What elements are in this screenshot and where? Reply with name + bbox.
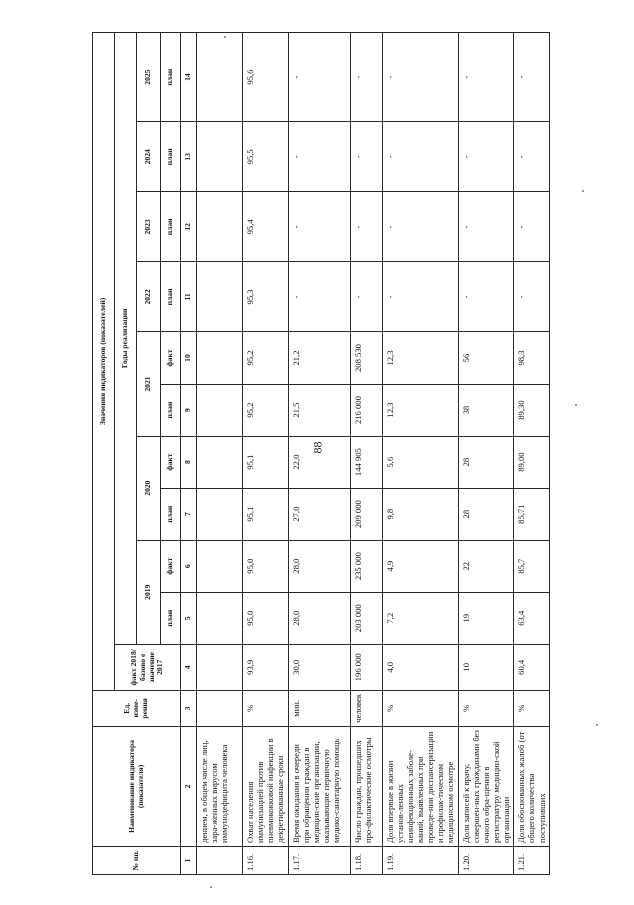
row-plan-2022: -: [288, 262, 350, 332]
row-plan-2022: -: [350, 262, 382, 332]
row-unit: мин.: [288, 690, 350, 726]
row-plan-2025: [197, 33, 243, 122]
column-index-cell: 4: [181, 644, 197, 690]
row-plan-2020: 9,8: [382, 488, 458, 540]
header-year-2024: 2024: [137, 122, 161, 192]
row-plan-2024: 95,5: [243, 122, 289, 192]
row-name: Доля обоснованных жалоб (от общего количества поступивших: [514, 726, 549, 846]
row-fact-2020: 89,00: [514, 436, 549, 488]
header-year-2022: 2022: [137, 262, 161, 332]
row-fact-2019: 4,9: [382, 540, 458, 592]
header-fact: факт: [161, 332, 181, 384]
row-plan-2023: -: [458, 192, 514, 262]
row-no: 1.18.: [350, 846, 382, 874]
row-name: Доля впервые в жизни установ-ленных неинфекционных заболе-ваний, выявленных при проведе-нии диспансеризации и профилак-тическом медицинском осмотре: [382, 726, 458, 846]
row-plan-2019: 63,4: [514, 592, 549, 644]
table-row: [514, 33, 549, 875]
row-fact-2020: 22,0: [288, 436, 350, 488]
row-plan-2024: -: [514, 122, 549, 192]
row-plan-2025: -: [350, 33, 382, 122]
row-plan-2024: -: [458, 122, 514, 192]
row-plan-2022: [197, 262, 243, 332]
row-plan-2019: 28,0: [288, 592, 350, 644]
row-base: 60,4: [514, 644, 549, 690]
header-year-2025: 2025: [137, 33, 161, 122]
column-index-cell: 13: [181, 122, 197, 192]
column-index-cell: 1: [181, 846, 197, 874]
row-no: 1.17.: [288, 846, 350, 874]
row-plan-2025: -: [382, 33, 458, 122]
header-fact: факт: [161, 436, 181, 488]
row-unit: человек: [350, 690, 382, 726]
header-indicator-values: Значения индикаторов (показателей): [93, 33, 115, 691]
row-fact-2021: 21,2: [288, 332, 350, 384]
row-plan-2019: [197, 592, 243, 644]
row-base: [197, 644, 243, 690]
column-index-cell: 8: [181, 436, 197, 488]
row-fact-2021: [197, 332, 243, 384]
row-plan-2023: [197, 192, 243, 262]
table-row: [382, 33, 458, 875]
indicators-table: [92, 32, 550, 875]
row-plan-2020: [197, 488, 243, 540]
row-name: Число граждан, прошедших про-филактические осмотры: [350, 726, 382, 846]
row-fact-2019: 22: [458, 540, 514, 592]
column-index-cell: 2: [181, 726, 197, 846]
row-base: 30,0: [288, 644, 350, 690]
row-no: 1.16.: [243, 846, 289, 874]
header-year-2020: 2020: [137, 436, 161, 540]
header-years-impl: Годы реализации: [115, 33, 137, 645]
row-plan-2024: -: [288, 122, 350, 192]
header-plan: план: [161, 122, 181, 192]
row-plan-2022: -: [514, 262, 549, 332]
header-unit: Ед. изме-рения: [93, 690, 181, 726]
row-no: 1.20.: [458, 846, 514, 874]
header-name: Наименование индикатора (показателя): [93, 726, 181, 846]
row-fact-2021: 56: [458, 332, 514, 384]
row-fact-2019: 235 000: [350, 540, 382, 592]
row-plan-2025: 95,6: [243, 33, 289, 122]
row-unit: %: [458, 690, 514, 726]
column-index-row: [181, 33, 197, 875]
row-plan-2023: -: [350, 192, 382, 262]
rotated-table-container: [92, 32, 547, 875]
row-name: Охват населения иммунизацией против пневмококковой инфекции в декретированные сроки: [243, 726, 289, 846]
row-plan-2019: 95,0: [243, 592, 289, 644]
table-row: [288, 33, 350, 875]
row-fact-2021: 98,3: [514, 332, 549, 384]
row-unit: %: [382, 690, 458, 726]
header-plan: план: [161, 384, 181, 436]
column-index-cell: 10: [181, 332, 197, 384]
row-unit: %: [243, 690, 289, 726]
header-plan: план: [161, 488, 181, 540]
header-plan: план: [161, 192, 181, 262]
column-index-cell: 11: [181, 262, 197, 332]
row-name: Время ожидания в очереди при обращении граждан в медицин-ские организации, оказывающие первичную медико-санитарную помощь: [288, 726, 350, 846]
row-plan-2021: 216 000: [350, 384, 382, 436]
row-plan-2020: 27,0: [288, 488, 350, 540]
row-base: 4,0: [382, 644, 458, 690]
scan-speck: [224, 36, 226, 38]
header-year-2023: 2023: [137, 192, 161, 262]
row-plan-2022: -: [458, 262, 514, 332]
row-fact-2020: 144 905: [350, 436, 382, 488]
row-plan-2019: 19: [458, 592, 514, 644]
header-year-2021: 2021: [137, 332, 161, 436]
row-plan-2021: 21,5: [288, 384, 350, 436]
row-plan-2023: -: [514, 192, 549, 262]
row-plan-2023: -: [382, 192, 458, 262]
row-plan-2021: 12,3: [382, 384, 458, 436]
row-no: [197, 846, 243, 874]
column-index-cell: 12: [181, 192, 197, 262]
row-fact-2020: 5,6: [382, 436, 458, 488]
row-fact-2019: [197, 540, 243, 592]
header-no: № пп.: [93, 846, 181, 874]
row-plan-2025: -: [288, 33, 350, 122]
row-fact-2021: 208 530: [350, 332, 382, 384]
row-fact-2021: 95,2: [243, 332, 289, 384]
row-plan-2022: -: [382, 262, 458, 332]
row-unit: [197, 690, 243, 726]
row-no: 1.21.: [514, 846, 549, 874]
row-plan-2023: 95,4: [243, 192, 289, 262]
header-year-2019: 2019: [137, 540, 161, 644]
header-plan: план: [161, 592, 181, 644]
table-row: [243, 33, 289, 875]
row-fact-2019: 28,0: [288, 540, 350, 592]
column-index-cell: 9: [181, 384, 197, 436]
row-plan-2023: -: [288, 192, 350, 262]
row-fact-2021: 12,3: [382, 332, 458, 384]
row-plan-2021: 95,2: [243, 384, 289, 436]
scan-speck: [596, 724, 598, 726]
row-plan-2020: 95,1: [243, 488, 289, 540]
row-plan-2024: [197, 122, 243, 192]
row-plan-2020: 209 000: [350, 488, 382, 540]
row-plan-2020: 28: [458, 488, 514, 540]
column-index-cell: 3: [181, 690, 197, 726]
table-row: [350, 33, 382, 875]
page-number: 88: [310, 441, 325, 454]
column-index-cell: 7: [181, 488, 197, 540]
row-plan-2022: 95,3: [243, 262, 289, 332]
header-plan: план: [161, 33, 181, 122]
table-header: [93, 33, 181, 875]
row-plan-2024: -: [350, 122, 382, 192]
row-fact-2020: 95,1: [243, 436, 289, 488]
table-row: [197, 33, 243, 875]
row-no: 1.19.: [382, 846, 458, 874]
row-base: 93,9: [243, 644, 289, 690]
row-base: 196 000: [350, 644, 382, 690]
row-unit: %: [514, 690, 549, 726]
row-name: дением, в общем числе лиц, зара-женных вирусом иммунодефицита человека: [197, 726, 243, 846]
row-plan-2024: -: [382, 122, 458, 192]
row-fact-2020: 28: [458, 436, 514, 488]
row-plan-2025: -: [458, 33, 514, 122]
column-index-cell: 6: [181, 540, 197, 592]
row-plan-2019: 203 000: [350, 592, 382, 644]
row-plan-2021: [197, 384, 243, 436]
row-fact-2019: 85,7: [514, 540, 549, 592]
header-fact: факт: [161, 540, 181, 592]
row-base: 10: [458, 644, 514, 690]
header-base: факт 2018/базово е значение 2017: [115, 644, 181, 690]
scan-speck: [582, 190, 584, 192]
row-fact-2019: 95,0: [243, 540, 289, 592]
row-plan-2021: 38: [458, 384, 514, 436]
table-row: [458, 33, 514, 875]
table-body: [181, 33, 550, 875]
row-plan-2020: 85,71: [514, 488, 549, 540]
row-plan-2021: 89,30: [514, 384, 549, 436]
column-index-cell: 5: [181, 592, 197, 644]
row-name: Доля записей к врачу, совершен-ных гражданами без очного обра-щения в регистратуру медицин-ской организации: [458, 726, 514, 846]
column-index-cell: 14: [181, 33, 197, 122]
row-fact-2020: [197, 436, 243, 488]
row-plan-2025: -: [514, 33, 549, 122]
scan-speck: [575, 404, 577, 406]
scan-speck: [210, 886, 212, 888]
header-plan: план: [161, 262, 181, 332]
row-plan-2019: 7,2: [382, 592, 458, 644]
